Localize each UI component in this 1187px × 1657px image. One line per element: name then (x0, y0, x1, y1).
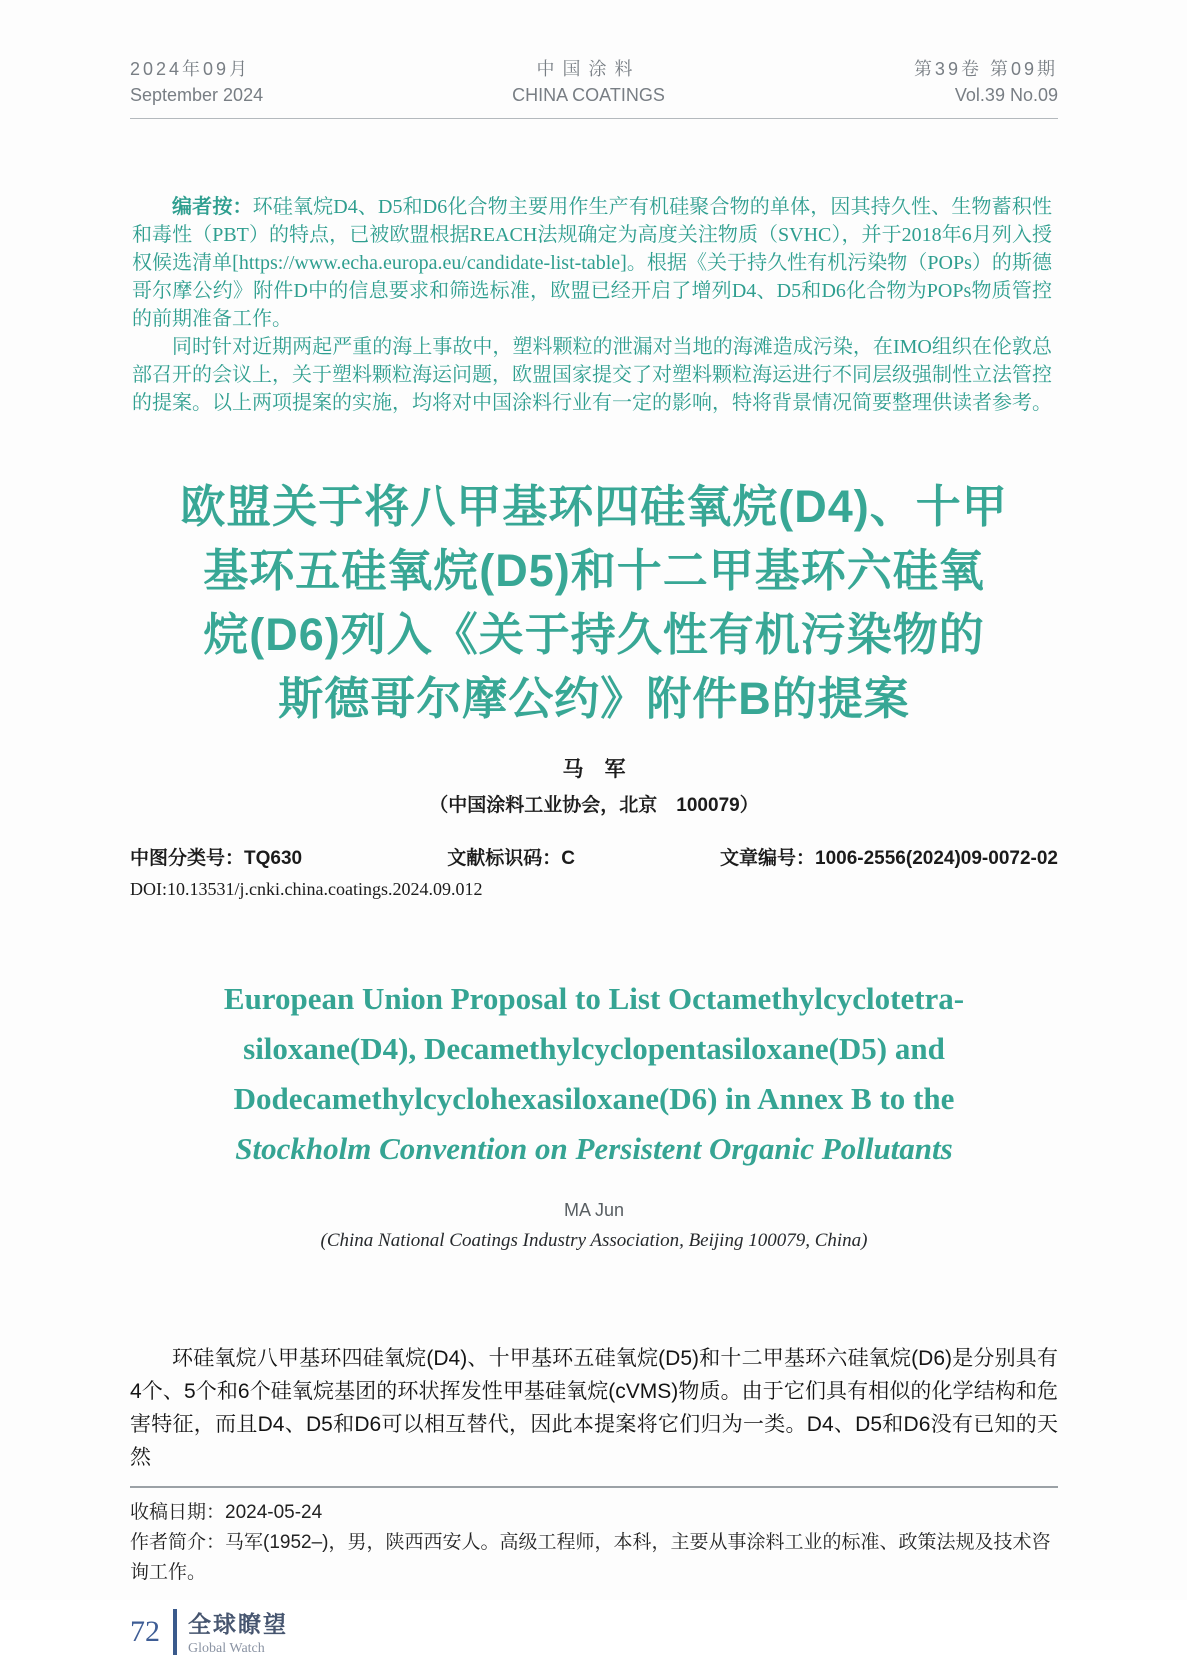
author-name-zh: 马 军 (562, 758, 626, 781)
header-issue-date (130, 56, 263, 108)
body-paragraph: 环硅氧烷八甲基环四硅氧烷(D4)、十甲基环五硅氧烷(D5)和十二甲基环六硅氧烷(D6)是分别具有4个、5个和6个硅氧烷基团的环状挥发性甲基硅氧烷(cVMS)物质。由于它们具有相似的化学结构和危害特征，而且D4、D5和D6可以相互替代，因此本提案将它们归为一类。D4、D5和D6没有已知的天然 (130, 1347, 1058, 1469)
page-number: 72 (130, 1614, 160, 1648)
journal-header (130, 56, 1058, 119)
author-bio: 作者简介：马军(1952–)，男，陕西西安人。高级工程师，本科，主要从事涂料工业的标准、政策法规及技术咨询工作。 (130, 1532, 1051, 1583)
article-id: 文章编号：1006-2556(2024)09-0072-02 (720, 848, 1058, 869)
article-title-en (130, 974, 1058, 1174)
document-code: 文献标识码：C (447, 848, 575, 869)
doi: DOI:10.13531/j.cnki.china.coatings.2024.09.012 (130, 879, 483, 899)
title-en-line-3: Dodecamethylcyclohexasiloxane(D6) in Annex B to the (233, 1081, 955, 1116)
header-journal-name (512, 56, 665, 108)
journal-name-en: CHINA COATINGS (512, 85, 665, 105)
section-name-zh: 全球瞭望 (188, 1611, 288, 1637)
issue-date-zh: 2024年09月 (130, 59, 251, 79)
title-zh-line-2: 基环五硅氧烷(D5)和十二甲基环六硅氧 (203, 545, 985, 596)
editor-note-label: 编者按： (172, 196, 253, 218)
header-volume-info (914, 56, 1058, 108)
title-en-line-4: Stockholm Convention on Persistent Organic Pollutants (235, 1131, 953, 1166)
affiliation-zh: （中国涂料工业协会，北京 100079） (429, 795, 759, 816)
title-zh-line-4: 斯德哥尔摩公约》附件B的提案 (278, 673, 910, 724)
author-name-en: MA Jun (563, 1200, 625, 1220)
volume-zh: 第39卷 第09期 (913, 59, 1058, 79)
title-en-line-1: European Union Proposal to List Octamethylcyclotetra- (223, 981, 965, 1016)
page-footer (130, 1606, 1058, 1657)
footer-section (188, 1606, 288, 1657)
title-zh-line-3: 烷(D6)列入《关于持久性有机污染物的 (203, 609, 985, 660)
editor-note-paragraph-1 (132, 193, 1052, 333)
footer-divider (173, 1609, 177, 1655)
journal-name-zh: 中国涂料 (536, 59, 641, 79)
article-title-zh (130, 475, 1058, 731)
title-en-line-2: siloxane(D4), Decamethylcyclopentasiloxane(D5) and (243, 1031, 945, 1066)
metadata-row (130, 843, 1058, 870)
editor-note-paragraph-2: 同时针对近期两起严重的海上事故中，塑料颗粒的泄漏对当地的海滩造成污染，在IMO组织在伦敦总部召开的会议上，关于塑料颗粒海运问题，欧盟国家提交了对塑料颗粒海运进行不同层级强制性立法管控的提案。以上两项提案的实施，均将对中国涂料行业有一定的影响，特将背景情况简要整理供读者参考。 (132, 336, 1052, 414)
clc-number: 中图分类号：TQ630 (130, 848, 303, 869)
editor-note-text-1: 环硅氧烷D4、D5和D6化合物主要用作生产有机硅聚合物的单体，因其持久性、生物蓄积性和毒性（PBT）的特点，已被欧盟根据REACH法规确定为高度关注物质（SVHC），并于2018年6月列入授权候选清单[https://www.echa.europa.eu/candidate-list-table]。根据《关于持久性有机污染物（POPs）的斯德哥尔摩公约》附件D中的信息要求和筛选标准，欧盟已经开启了增列D4、D5和D6化合物为POPs物质管控的前期准备工作。 (132, 196, 1052, 330)
footnotes (130, 1486, 1058, 1588)
affiliation-en: (China National Coatings Industry Association, Beijing 100079, China) (320, 1230, 868, 1251)
volume-en: Vol.39 No.09 (954, 85, 1058, 105)
editor-note (132, 193, 1052, 417)
received-date: 收稿日期：2024-05-24 (130, 1502, 323, 1523)
issue-date-en: September 2024 (130, 85, 264, 105)
title-zh-line-1: 欧盟关于将八甲基环四硅氧烷(D4)、十甲 (180, 481, 1008, 532)
section-name-en: Global Watch (188, 1641, 265, 1656)
